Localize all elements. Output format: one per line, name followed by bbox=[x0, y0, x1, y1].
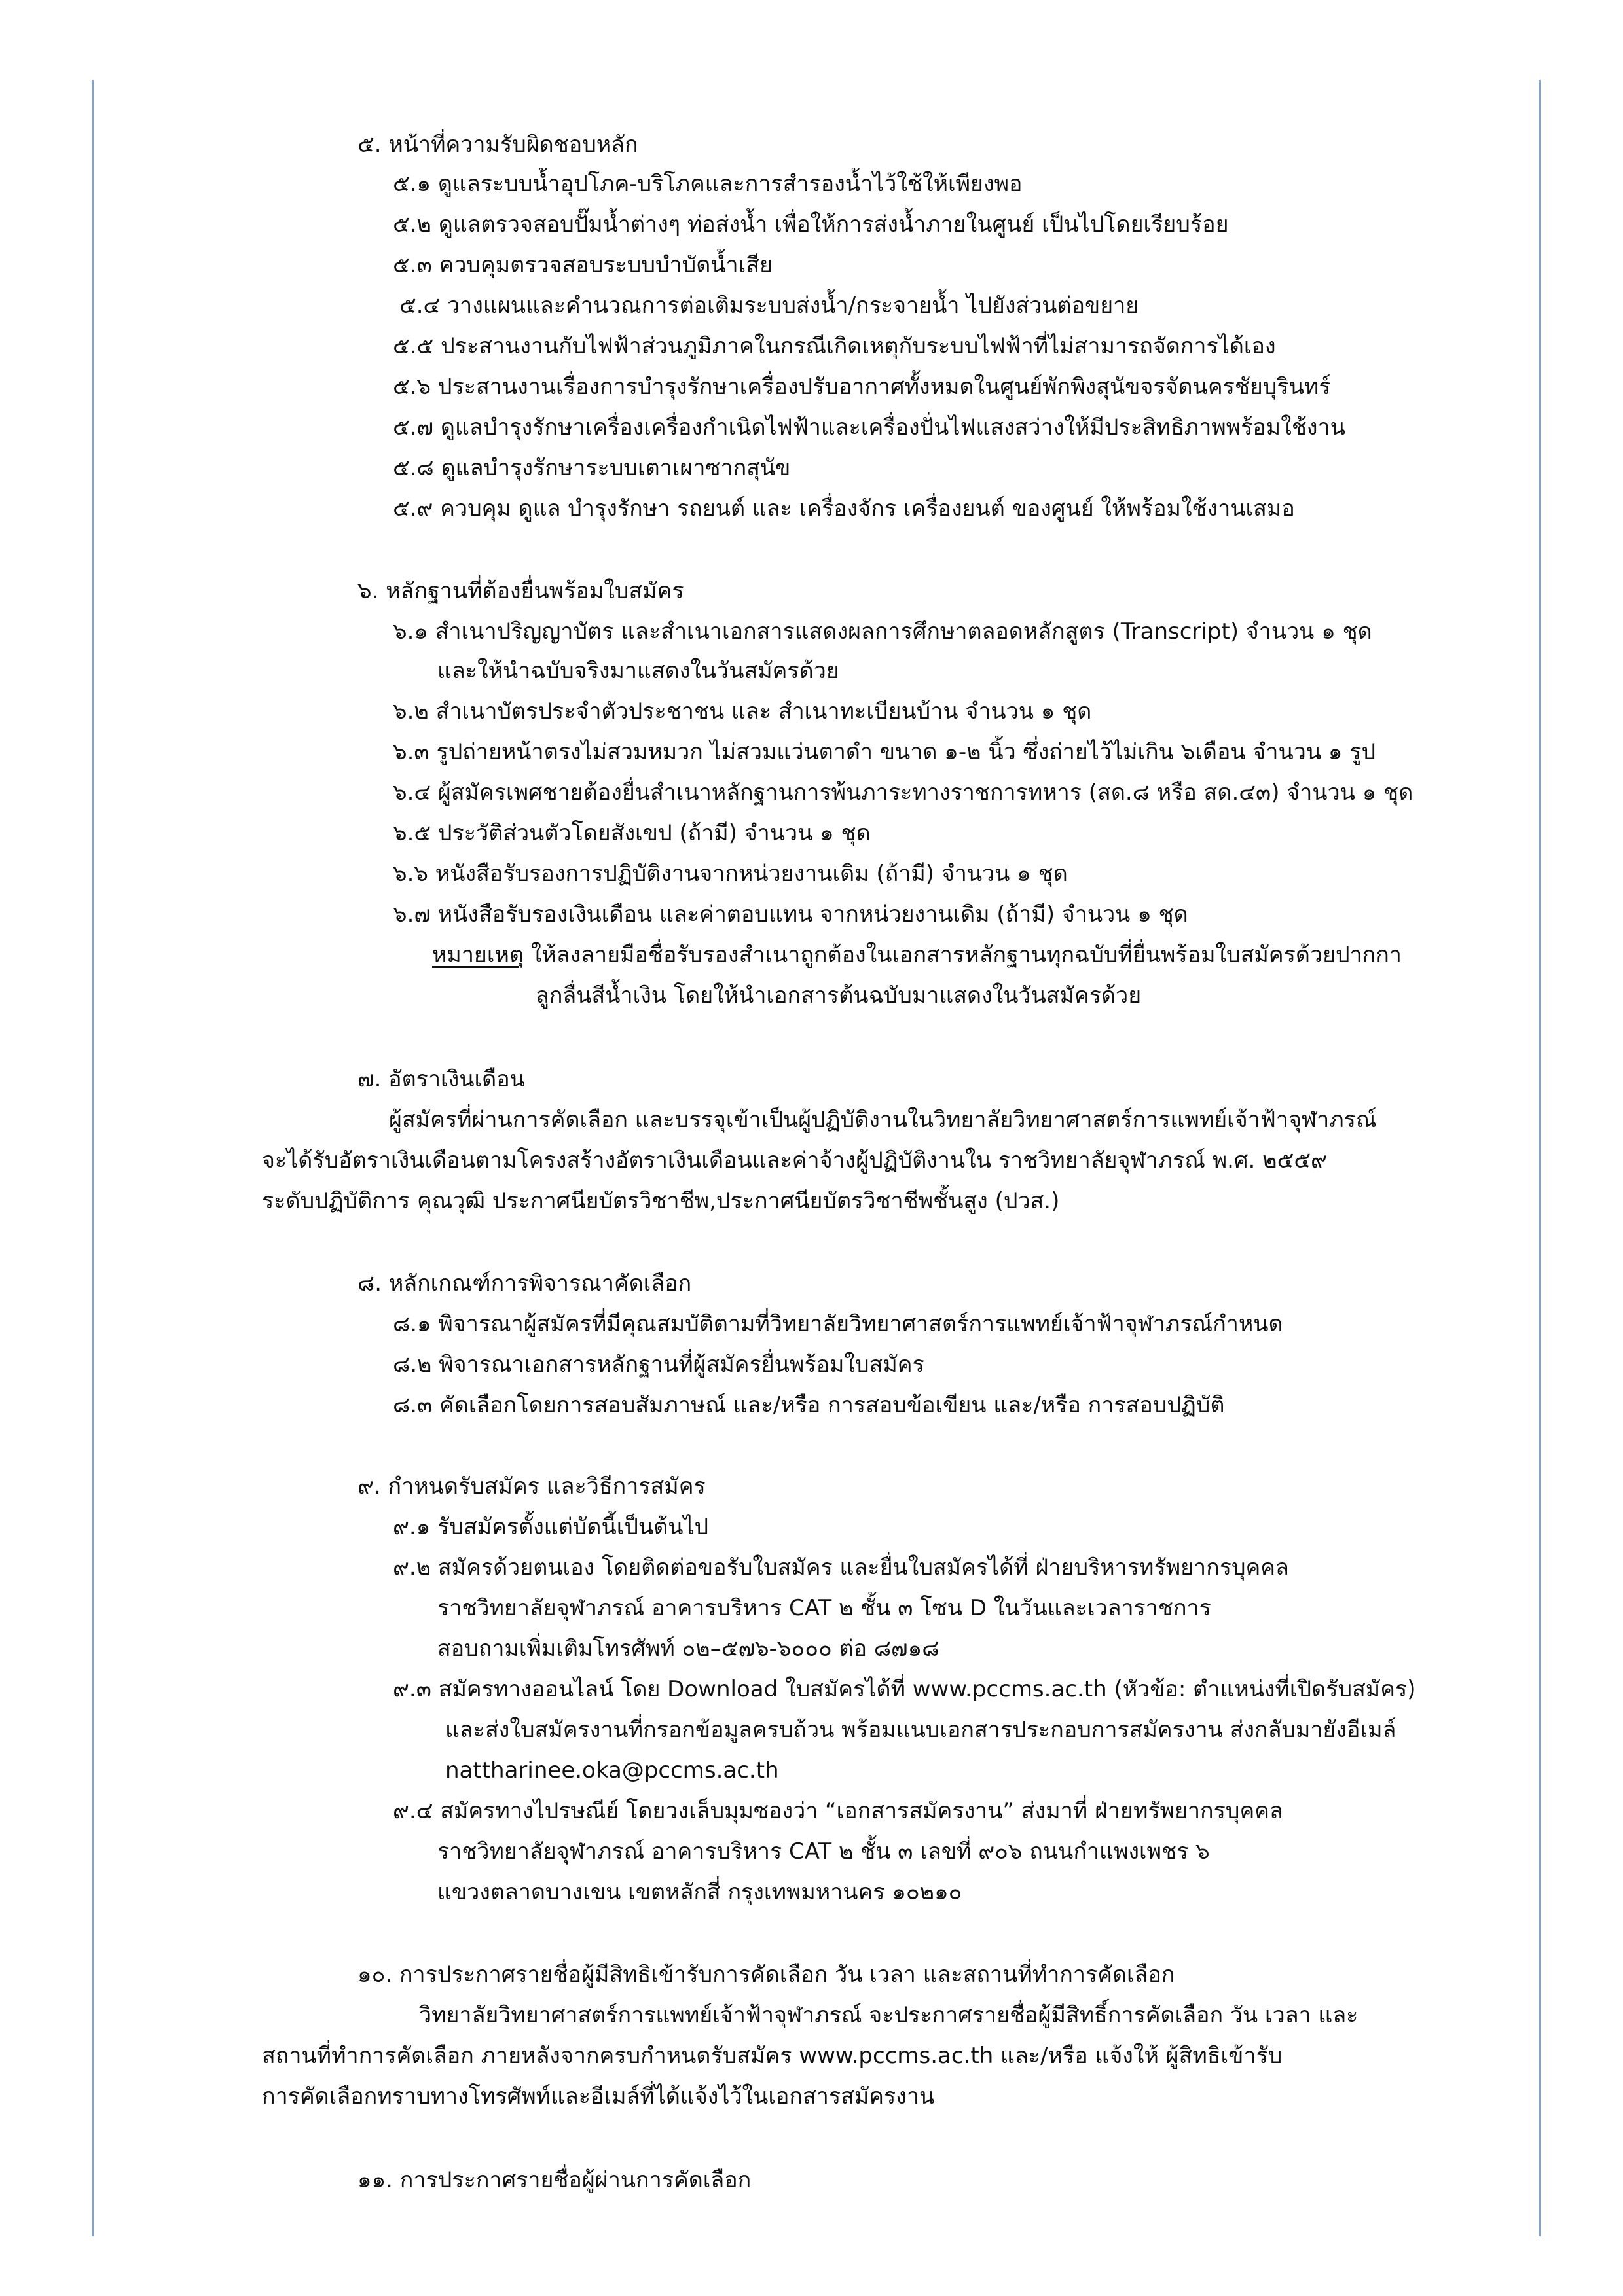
section-8-item: ๘.๑ พิจารณาผู้สมัครที่มีคุณสมบัติตามที่วิทยาลัยวิทยาศาสตร์การแพทย์เจ้าฟ้าจุฬาภรณ์กำหนด bbox=[393, 1311, 1283, 1337]
section-10-heading: ๑๐. การประกาศรายชื่อผู้มีสิทธิเข้ารับการคัดเลือก วัน เวลา และสถานที่ทำการคัดเลือก bbox=[357, 1962, 1175, 1988]
section-8-item: ๘.๓ คัดเลือกโดยการสอบสัมภาษณ์ และ/หรือ การสอบข้อเขียน และ/หรือ การสอบปฏิบัติ bbox=[393, 1392, 1225, 1418]
section-7-heading: ๗. อัตราเงินเดือน bbox=[357, 1066, 525, 1092]
section-9-item: ๙.๒ สมัครด้วยตนเอง โดยติดต่อขอรับใบสมัคร และยื่นใบสมัครได้ที่ ฝ่ายบริหารทรัพยากรบุคคล bbox=[393, 1554, 1289, 1581]
section-10-paragraph: สถานที่ทำการคัดเลือก ภายหลังจากครบกำหนดรับสมัคร www.pccms.ac.th และ/หรือ แจ้งให้ ผู้สิทธิเข้ารับ bbox=[262, 2043, 1283, 2069]
section-6-remark-continuation: ลูกลื่นสีน้ำเงิน โดยให้นำเอกสารต้นฉบับมาแสดงในวันสมัครด้วย bbox=[536, 982, 1142, 1009]
section-7-paragraph: จะได้รับอัตราเงินเดือนตามโครงสร้างอัตราเงินเดือนและค่าจ้างผู้ปฏิบัติงานใน ราชวิทยาลัยจุฬาภรณ์ พ.ศ. ๒๕๕๙ bbox=[262, 1147, 1327, 1174]
section-8-heading: ๘. หลักเกณฑ์การพิจารณาคัดเลือก bbox=[357, 1270, 692, 1297]
section-9-item-continuation: ราชวิทยาลัยจุฬาภรณ์ อาคารบริหาร CAT ๒ ชั้น ๓ โซน D ในวันและเวลาราชการ bbox=[437, 1595, 1211, 1621]
remark-text: ให้ลงลายมือชื่อรับรองสำเนาถูกต้องในเอกสารหลักฐานทุกฉบับที่ยื่นพร้อมใบสมัครด้วยปากกา bbox=[523, 942, 1402, 968]
section-9-item: ๙.๓ สมัครทางออนไลน์ โดย Download ใบสมัครได้ที่ www.pccms.ac.th (หัวข้อ: ตำแหน่งที่เปิดรับสมัคร) bbox=[393, 1676, 1416, 1702]
section-5-item: ๕.๔ วางแผนและคำนวณการต่อเติมระบบส่งน้ำ/กระจายน้ำ ไปยังส่วนต่อขยาย bbox=[399, 293, 1139, 319]
section-5-heading: ๕. หน้าที่ความรับผิดชอบหลัก bbox=[357, 132, 638, 158]
section-10-paragraph: การคัดเลือกทราบทางโทรศัพท์และอีเมล์ที่ได้แจ้งไว้ในเอกสารสมัครงาน bbox=[262, 2083, 935, 2109]
section-11-heading: ๑๑. การประกาศรายชื่อผู้ผ่านการคัดเลือก bbox=[357, 2167, 752, 2193]
section-7-paragraph: ผู้สมัครที่ผ่านการคัดเลือก และบรรจุเข้าเป็นผู้ปฏิบัติงานในวิทยาลัยวิทยาศาสตร์การแพทย์เจ้าฟ้าจุฬาภรณ์ bbox=[389, 1107, 1377, 1133]
section-5-item: ๕.๙ ควบคุม ดูแล บำรุงรักษา รถยนต์ และ เครื่องจักร เครื่องยนต์ ของศูนย์ ให้พร้อมใช้งานเสมอ bbox=[393, 495, 1295, 522]
section-6-item: ๖.๑ สำเนาปริญญาบัตร และสำเนาเอกสารแสดงผลการศึกษาตลอดหลักสูตร (Transcript) จำนวน ๑ ชุด bbox=[393, 619, 1372, 645]
section-6-item: ๖.๒ สำเนาบัตรประจำตัวประชาชน และ สำเนาทะเบียนบ้าน จำนวน ๑ ชุด bbox=[393, 698, 1092, 725]
left-margin-rule bbox=[92, 80, 94, 2236]
section-6-item: ๖.๖ หนังสือรับรองการปฏิบัติงานจากหน่วยงานเดิม (ถ้ามี) จำนวน ๑ ชุด bbox=[393, 861, 1068, 887]
section-9-heading: ๙. กำหนดรับสมัคร และวิธีการสมัคร bbox=[357, 1473, 706, 1499]
section-9-email: nattharinee.oka@pccms.ac.th bbox=[445, 1757, 779, 1784]
section-6-item-continuation: และให้นำฉบับจริงมาแสดงในวันสมัครด้วย bbox=[437, 658, 839, 684]
section-6-item: ๖.๗ หนังสือรับรองเงินเดือน และค่าตอบแทน จากหน่วยงานเดิม (ถ้ามี) จำนวน ๑ ชุด bbox=[393, 901, 1188, 927]
section-9-item-continuation: แขวงตลาดบางเขน เขตหลักสี่ กรุงเทพมหานคร ๑๐๒๑๐ bbox=[437, 1879, 962, 1905]
section-9-item: ๙.๑ รับสมัครตั้งแต่บัดนี้เป็นต้นไป bbox=[393, 1514, 709, 1540]
section-6-item: ๖.๔ ผู้สมัครเพศชายต้องยื่นสำเนาหลักฐานการพ้นภาระทางราชการทหาร (สด.๘ หรือ สด.๔๓) จำนวน ๑ ชุด bbox=[393, 780, 1413, 806]
section-5-item: ๕.๓ ควบคุมตรวจสอบระบบบำบัดน้ำเสีย bbox=[393, 252, 773, 278]
section-5-item: ๕.๒ ดูแลตรวจสอบปั๊มน้ำต่างๆ ท่อส่งน้ำ เพื่อให้การส่งน้ำภายในศูนย์ เป็นไปโดยเรียบร้อย bbox=[393, 211, 1229, 238]
section-6-item: ๖.๕ ประวัติส่วนตัวโดยสังเขป (ถ้ามี) จำนวน ๑ ชุด bbox=[393, 820, 871, 846]
section-9-item-continuation: และส่งใบสมัครงานที่กรอกข้อมูลครบถ้วน พร้อมแนบเอกสารประกอบการสมัครงาน ส่งกลับมายังอีเมล์ bbox=[445, 1717, 1396, 1743]
right-margin-rule bbox=[1539, 80, 1541, 2236]
section-6-item: ๖.๓ รูปถ่ายหน้าตรงไม่สวมหมวก ไม่สวมแว่นตาดำ ขนาด ๑-๒ นิ้ว ซึ่งถ่ายไว้ไม่เกิน ๖เดือน จำนวน ๑ รูป bbox=[393, 739, 1376, 765]
section-7-paragraph: ระดับปฏิบัติการ คุณวุฒิ ประกาศนียบัตรวิชาชีพ,ประกาศนียบัตรวิชาชีพชั้นสูง (ปวส.) bbox=[262, 1188, 1060, 1214]
section-10-paragraph: วิทยาลัยวิทยาศาสตร์การแพทย์เจ้าฟ้าจุฬาภรณ์ จะประกาศรายชื่อผู้มีสิทธิ์การคัดเลือก วัน เวลา และ bbox=[419, 2002, 1359, 2028]
section-5-item: ๕.๖ ประสานงานเรื่องการบำรุงรักษาเครื่องปรับอากาศทั้งหมดในศูนย์พักพิงสุนัขจรจัดนครชัยบุรินทร์ bbox=[393, 374, 1331, 400]
section-9-item-continuation: สอบถามเพิ่มเติมโทรศัพท์ ๐๒–๕๗๖-๖๐๐๐ ต่อ ๘๗๑๘ bbox=[437, 1636, 939, 1662]
section-6-remark bbox=[432, 939, 1402, 971]
section-9-item: ๙.๔ สมัครทางไปรษณีย์ โดยวงเล็บมุมซองว่า “เอกสารสมัครงาน” ส่งมาที่ ฝ่ายทรัพยากรบุคคล bbox=[393, 1798, 1283, 1824]
section-6-heading: ๖. หลักฐานที่ต้องยื่นพร้อมใบสมัคร bbox=[357, 578, 684, 604]
section-5-item: ๕.๕ ประสานงานกับไฟฟ้าส่วนภูมิภาคในกรณีเกิดเหตุกับระบบไฟฟ้าที่ไม่สามารถจัดการได้เอง bbox=[393, 333, 1276, 359]
section-9-item-continuation: ราชวิทยาลัยจุฬาภรณ์ อาคารบริหาร CAT ๒ ชั้น ๓ เลขที่ ๙๐๖ ถนนกำแพงเพชร ๖ bbox=[437, 1839, 1210, 1865]
section-5-item: ๕.๑ ดูแลระบบน้ำอุปโภค-บริโภคและการสำรองน้ำไว้ใช้ให้เพียงพอ bbox=[393, 171, 1023, 197]
remark-label: หมายเหตุ bbox=[432, 942, 524, 968]
section-8-item: ๘.๒ พิจารณาเอกสารหลักฐานที่ผู้สมัครยื่นพร้อมใบสมัคร bbox=[393, 1352, 924, 1378]
section-5-item: ๕.๘ ดูแลบำรุงรักษาระบบเตาเผาซากสุนัข bbox=[393, 455, 791, 481]
section-5-item: ๕.๗ ดูแลบำรุงรักษาเครื่องเครื่องกำเนิดไฟฟ้าและเครื่องปั่นไฟแสงสว่างให้มีประสิทธิภาพพร้อมใช้งาน bbox=[393, 414, 1345, 440]
